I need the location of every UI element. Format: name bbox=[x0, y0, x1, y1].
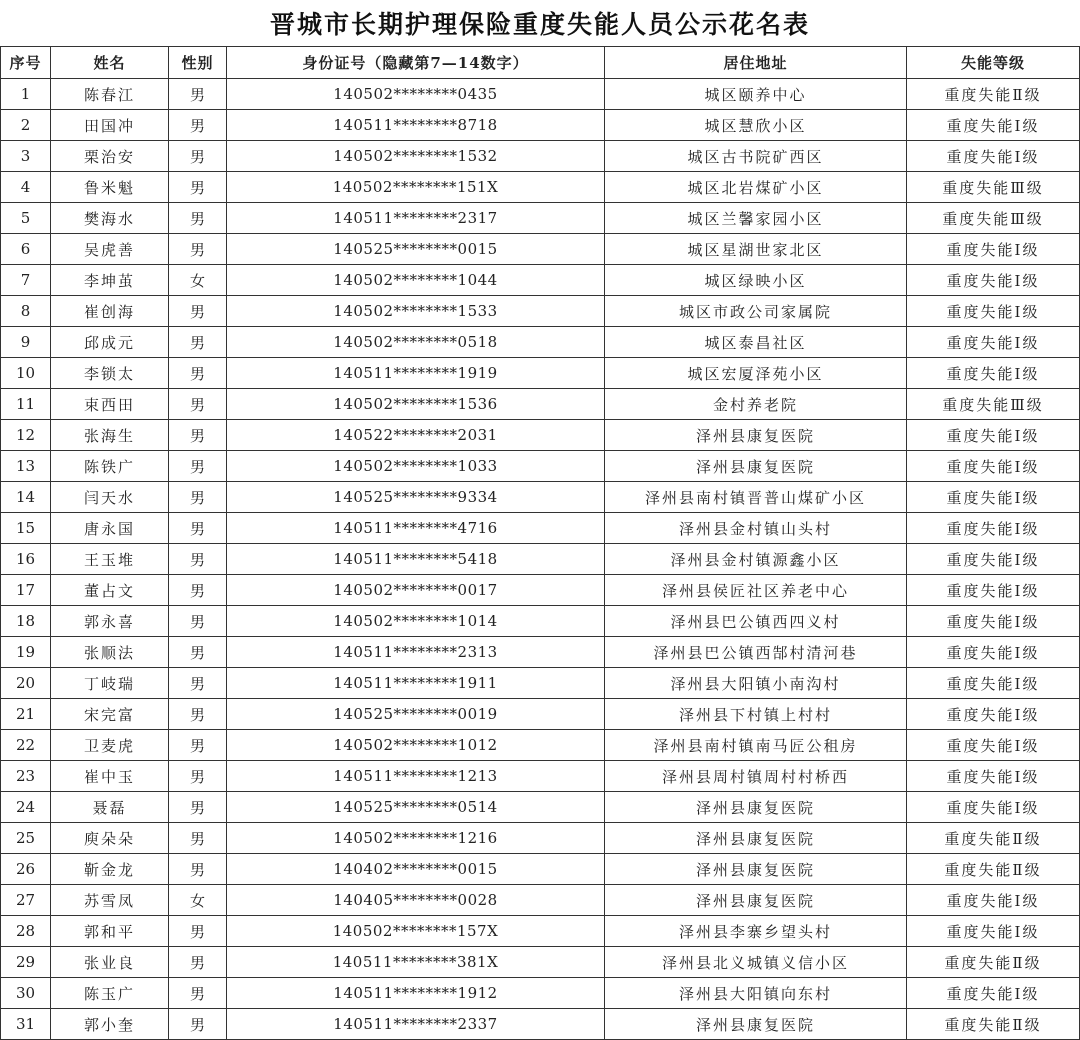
cell-address: 泽州县李寨乡望头村 bbox=[605, 916, 907, 947]
cell-gender: 男 bbox=[169, 947, 227, 978]
cell-address: 泽州县康复医院 bbox=[605, 792, 907, 823]
cell-index: 14 bbox=[1, 482, 51, 513]
cell-id-number: 140502********1014 bbox=[227, 606, 605, 637]
table-row bbox=[1, 327, 1080, 358]
cell-address: 泽州县金村镇山头村 bbox=[605, 513, 907, 544]
cell-name: 丁岐瑞 bbox=[51, 668, 169, 699]
cell-gender: 男 bbox=[169, 761, 227, 792]
table-body bbox=[1, 79, 1080, 1040]
cell-disability-level: 重度失能Ⅱ级 bbox=[907, 823, 1080, 854]
cell-id-number: 140511********5418 bbox=[227, 544, 605, 575]
cell-index: 19 bbox=[1, 637, 51, 668]
table-row bbox=[1, 885, 1080, 916]
cell-address: 泽州县康复医院 bbox=[605, 451, 907, 482]
table-row bbox=[1, 296, 1080, 327]
cell-id-number: 140402********0015 bbox=[227, 854, 605, 885]
cell-id-number: 140502********1012 bbox=[227, 730, 605, 761]
cell-index: 7 bbox=[1, 265, 51, 296]
cell-name: 郭小奎 bbox=[51, 1009, 169, 1040]
cell-id-number: 140502********0017 bbox=[227, 575, 605, 606]
cell-id-number: 140502********1533 bbox=[227, 296, 605, 327]
cell-index: 9 bbox=[1, 327, 51, 358]
cell-gender: 男 bbox=[169, 978, 227, 1009]
cell-gender: 男 bbox=[169, 792, 227, 823]
cell-id-number: 140511********1213 bbox=[227, 761, 605, 792]
cell-disability-level: 重度失能Ⅰ级 bbox=[907, 668, 1080, 699]
table-row bbox=[1, 668, 1080, 699]
cell-address: 泽州县康复医院 bbox=[605, 1009, 907, 1040]
cell-disability-level: 重度失能Ⅰ级 bbox=[907, 606, 1080, 637]
cell-disability-level: 重度失能Ⅱ级 bbox=[907, 1009, 1080, 1040]
table-row bbox=[1, 978, 1080, 1009]
cell-address: 泽州县康复医院 bbox=[605, 420, 907, 451]
cell-address: 泽州县康复医院 bbox=[605, 885, 907, 916]
cell-gender: 男 bbox=[169, 730, 227, 761]
cell-name: 郭和平 bbox=[51, 916, 169, 947]
cell-name: 崔中玉 bbox=[51, 761, 169, 792]
cell-index: 24 bbox=[1, 792, 51, 823]
table-row bbox=[1, 761, 1080, 792]
cell-address: 城区绿映小区 bbox=[605, 265, 907, 296]
cell-index: 20 bbox=[1, 668, 51, 699]
cell-name: 宋完富 bbox=[51, 699, 169, 730]
cell-address: 泽州县周村镇周村村桥西 bbox=[605, 761, 907, 792]
column-header-id-number: 身份证号（隐藏第7—14数字） bbox=[227, 47, 605, 79]
cell-id-number: 140525********0019 bbox=[227, 699, 605, 730]
cell-index: 13 bbox=[1, 451, 51, 482]
cell-name: 郭永喜 bbox=[51, 606, 169, 637]
cell-disability-level: 重度失能Ⅰ级 bbox=[907, 978, 1080, 1009]
cell-address: 城区慧欣小区 bbox=[605, 110, 907, 141]
cell-id-number: 140502********1044 bbox=[227, 265, 605, 296]
cell-name: 张顺法 bbox=[51, 637, 169, 668]
cell-address: 城区星湖世家北区 bbox=[605, 234, 907, 265]
cell-disability-level: 重度失能Ⅰ级 bbox=[907, 296, 1080, 327]
cell-id-number: 140511********2337 bbox=[227, 1009, 605, 1040]
cell-gender: 男 bbox=[169, 482, 227, 513]
cell-name: 靳金龙 bbox=[51, 854, 169, 885]
cell-id-number: 140502********151X bbox=[227, 172, 605, 203]
cell-index: 22 bbox=[1, 730, 51, 761]
cell-id-number: 140525********0015 bbox=[227, 234, 605, 265]
table-row bbox=[1, 141, 1080, 172]
cell-id-number: 140405********0028 bbox=[227, 885, 605, 916]
cell-disability-level: 重度失能Ⅰ级 bbox=[907, 451, 1080, 482]
cell-disability-level: 重度失能Ⅰ级 bbox=[907, 761, 1080, 792]
table-row bbox=[1, 792, 1080, 823]
cell-name: 栗治安 bbox=[51, 141, 169, 172]
cell-index: 25 bbox=[1, 823, 51, 854]
cell-name: 苏雪凤 bbox=[51, 885, 169, 916]
cell-index: 16 bbox=[1, 544, 51, 575]
cell-name: 闫天水 bbox=[51, 482, 169, 513]
cell-disability-level: 重度失能Ⅱ级 bbox=[907, 79, 1080, 110]
cell-gender: 男 bbox=[169, 141, 227, 172]
table-row bbox=[1, 172, 1080, 203]
cell-disability-level: 重度失能Ⅰ级 bbox=[907, 575, 1080, 606]
table-row bbox=[1, 389, 1080, 420]
cell-index: 29 bbox=[1, 947, 51, 978]
cell-address: 泽州县侯匠社区养老中心 bbox=[605, 575, 907, 606]
cell-index: 17 bbox=[1, 575, 51, 606]
cell-disability-level: 重度失能Ⅰ级 bbox=[907, 327, 1080, 358]
cell-index: 3 bbox=[1, 141, 51, 172]
cell-address: 泽州县大阳镇向东村 bbox=[605, 978, 907, 1009]
cell-name: 卫麦虎 bbox=[51, 730, 169, 761]
column-header-disability-level: 失能等级 bbox=[907, 47, 1080, 79]
cell-address: 泽州县下村镇上村村 bbox=[605, 699, 907, 730]
table-row bbox=[1, 823, 1080, 854]
cell-address: 城区宏厦泽苑小区 bbox=[605, 358, 907, 389]
table-row bbox=[1, 265, 1080, 296]
cell-index: 21 bbox=[1, 699, 51, 730]
column-header-index: 序号 bbox=[1, 47, 51, 79]
cell-gender: 男 bbox=[169, 79, 227, 110]
cell-address: 城区北岩煤矿小区 bbox=[605, 172, 907, 203]
cell-gender: 男 bbox=[169, 916, 227, 947]
cell-name: 唐永国 bbox=[51, 513, 169, 544]
cell-id-number: 140502********0435 bbox=[227, 79, 605, 110]
table-row bbox=[1, 79, 1080, 110]
cell-gender: 男 bbox=[169, 823, 227, 854]
cell-id-number: 140502********1033 bbox=[227, 451, 605, 482]
cell-gender: 男 bbox=[169, 327, 227, 358]
table-row bbox=[1, 110, 1080, 141]
cell-disability-level: 重度失能Ⅲ级 bbox=[907, 389, 1080, 420]
cell-address: 泽州县巴公镇西郜村清河巷 bbox=[605, 637, 907, 668]
cell-id-number: 140511********1912 bbox=[227, 978, 605, 1009]
cell-gender: 男 bbox=[169, 854, 227, 885]
cell-gender: 男 bbox=[169, 544, 227, 575]
table-row bbox=[1, 513, 1080, 544]
table-row bbox=[1, 606, 1080, 637]
cell-name: 张海生 bbox=[51, 420, 169, 451]
cell-disability-level: 重度失能Ⅰ级 bbox=[907, 265, 1080, 296]
cell-index: 15 bbox=[1, 513, 51, 544]
cell-name: 吴虎善 bbox=[51, 234, 169, 265]
cell-index: 23 bbox=[1, 761, 51, 792]
cell-gender: 男 bbox=[169, 234, 227, 265]
cell-id-number: 140511********2317 bbox=[227, 203, 605, 234]
cell-name: 李锁太 bbox=[51, 358, 169, 389]
cell-disability-level: 重度失能Ⅱ级 bbox=[907, 854, 1080, 885]
table-row bbox=[1, 234, 1080, 265]
cell-gender: 男 bbox=[169, 606, 227, 637]
cell-gender: 男 bbox=[169, 451, 227, 482]
cell-disability-level: 重度失能Ⅰ级 bbox=[907, 885, 1080, 916]
table-row bbox=[1, 730, 1080, 761]
cell-gender: 男 bbox=[169, 358, 227, 389]
cell-name: 李坤茧 bbox=[51, 265, 169, 296]
page-title: 晋城市长期护理保险重度失能人员公示花名表 bbox=[269, 10, 810, 39]
cell-index: 8 bbox=[1, 296, 51, 327]
roster-table bbox=[0, 46, 1080, 1040]
cell-address: 泽州县金村镇源鑫小区 bbox=[605, 544, 907, 575]
table-row bbox=[1, 420, 1080, 451]
cell-disability-level: 重度失能Ⅰ级 bbox=[907, 141, 1080, 172]
cell-gender: 男 bbox=[169, 203, 227, 234]
cell-gender: 男 bbox=[169, 637, 227, 668]
cell-id-number: 140511********381X bbox=[227, 947, 605, 978]
cell-address: 城区颐养中心 bbox=[605, 79, 907, 110]
table-row bbox=[1, 358, 1080, 389]
cell-id-number: 140502********1532 bbox=[227, 141, 605, 172]
column-header-name: 姓名 bbox=[51, 47, 169, 79]
cell-name: 庾朵朵 bbox=[51, 823, 169, 854]
cell-index: 30 bbox=[1, 978, 51, 1009]
cell-name: 束西田 bbox=[51, 389, 169, 420]
cell-index: 4 bbox=[1, 172, 51, 203]
cell-name: 鲁米魁 bbox=[51, 172, 169, 203]
cell-address: 城区市政公司家属院 bbox=[605, 296, 907, 327]
cell-name: 崔创海 bbox=[51, 296, 169, 327]
cell-disability-level: 重度失能Ⅲ级 bbox=[907, 172, 1080, 203]
cell-gender: 男 bbox=[169, 296, 227, 327]
cell-name: 王玉堆 bbox=[51, 544, 169, 575]
cell-name: 陈玉广 bbox=[51, 978, 169, 1009]
cell-index: 27 bbox=[1, 885, 51, 916]
cell-gender: 男 bbox=[169, 172, 227, 203]
cell-name: 邱成元 bbox=[51, 327, 169, 358]
cell-id-number: 140502********1536 bbox=[227, 389, 605, 420]
cell-index: 11 bbox=[1, 389, 51, 420]
cell-disability-level: 重度失能Ⅰ级 bbox=[907, 916, 1080, 947]
cell-gender: 男 bbox=[169, 575, 227, 606]
table-row bbox=[1, 699, 1080, 730]
cell-id-number: 140525********0514 bbox=[227, 792, 605, 823]
column-header-address: 居住地址 bbox=[605, 47, 907, 79]
cell-gender: 男 bbox=[169, 420, 227, 451]
cell-disability-level: 重度失能Ⅰ级 bbox=[907, 699, 1080, 730]
cell-index: 31 bbox=[1, 1009, 51, 1040]
cell-disability-level: 重度失能Ⅰ级 bbox=[907, 792, 1080, 823]
cell-id-number: 140502********0518 bbox=[227, 327, 605, 358]
cell-index: 26 bbox=[1, 854, 51, 885]
cell-id-number: 140511********8718 bbox=[227, 110, 605, 141]
cell-name: 田国冲 bbox=[51, 110, 169, 141]
cell-id-number: 140511********1911 bbox=[227, 668, 605, 699]
cell-index: 28 bbox=[1, 916, 51, 947]
cell-id-number: 140502********1216 bbox=[227, 823, 605, 854]
cell-index: 10 bbox=[1, 358, 51, 389]
table-row bbox=[1, 482, 1080, 513]
table-header-row bbox=[1, 47, 1080, 79]
cell-name: 樊海水 bbox=[51, 203, 169, 234]
cell-gender: 女 bbox=[169, 885, 227, 916]
cell-name: 董占文 bbox=[51, 575, 169, 606]
cell-id-number: 140522********2031 bbox=[227, 420, 605, 451]
cell-name: 陈春江 bbox=[51, 79, 169, 110]
cell-disability-level: 重度失能Ⅰ级 bbox=[907, 234, 1080, 265]
cell-disability-level: 重度失能Ⅰ级 bbox=[907, 544, 1080, 575]
cell-gender: 男 bbox=[169, 1009, 227, 1040]
cell-id-number: 140502********157X bbox=[227, 916, 605, 947]
cell-address: 泽州县大阳镇小南沟村 bbox=[605, 668, 907, 699]
cell-address: 泽州县康复医院 bbox=[605, 823, 907, 854]
cell-gender: 女 bbox=[169, 265, 227, 296]
table-row bbox=[1, 947, 1080, 978]
table-row bbox=[1, 544, 1080, 575]
cell-address: 城区兰馨家园小区 bbox=[605, 203, 907, 234]
cell-gender: 男 bbox=[169, 389, 227, 420]
cell-disability-level: 重度失能Ⅲ级 bbox=[907, 203, 1080, 234]
cell-gender: 男 bbox=[169, 668, 227, 699]
cell-index: 5 bbox=[1, 203, 51, 234]
table-row bbox=[1, 451, 1080, 482]
cell-disability-level: 重度失能Ⅰ级 bbox=[907, 513, 1080, 544]
cell-name: 聂磊 bbox=[51, 792, 169, 823]
cell-address: 泽州县康复医院 bbox=[605, 854, 907, 885]
column-header-gender: 性别 bbox=[169, 47, 227, 79]
cell-id-number: 140511********4716 bbox=[227, 513, 605, 544]
cell-disability-level: 重度失能Ⅰ级 bbox=[907, 110, 1080, 141]
cell-disability-level: 重度失能Ⅰ级 bbox=[907, 637, 1080, 668]
cell-index: 6 bbox=[1, 234, 51, 265]
cell-gender: 男 bbox=[169, 513, 227, 544]
cell-disability-level: 重度失能Ⅰ级 bbox=[907, 482, 1080, 513]
cell-address: 城区泰昌社区 bbox=[605, 327, 907, 358]
cell-address: 泽州县巴公镇西四义村 bbox=[605, 606, 907, 637]
cell-gender: 男 bbox=[169, 110, 227, 141]
cell-index: 1 bbox=[1, 79, 51, 110]
cell-index: 2 bbox=[1, 110, 51, 141]
cell-disability-level: 重度失能Ⅱ级 bbox=[907, 947, 1080, 978]
cell-address: 城区古书院矿西区 bbox=[605, 141, 907, 172]
table-row bbox=[1, 575, 1080, 606]
cell-address: 泽州县南村镇南马匠公租房 bbox=[605, 730, 907, 761]
cell-index: 12 bbox=[1, 420, 51, 451]
cell-disability-level: 重度失能Ⅰ级 bbox=[907, 420, 1080, 451]
table-row bbox=[1, 203, 1080, 234]
cell-address: 金村养老院 bbox=[605, 389, 907, 420]
cell-disability-level: 重度失能Ⅰ级 bbox=[907, 730, 1080, 761]
cell-address: 泽州县南村镇晋普山煤矿小区 bbox=[605, 482, 907, 513]
cell-id-number: 140525********9334 bbox=[227, 482, 605, 513]
cell-gender: 男 bbox=[169, 699, 227, 730]
cell-index: 18 bbox=[1, 606, 51, 637]
cell-name: 张业良 bbox=[51, 947, 169, 978]
cell-id-number: 140511********2313 bbox=[227, 637, 605, 668]
table-row bbox=[1, 637, 1080, 668]
table-row bbox=[1, 854, 1080, 885]
cell-address: 泽州县北义城镇义信小区 bbox=[605, 947, 907, 978]
table-row bbox=[1, 916, 1080, 947]
cell-disability-level: 重度失能Ⅰ级 bbox=[907, 358, 1080, 389]
cell-id-number: 140511********1919 bbox=[227, 358, 605, 389]
cell-name: 陈铁广 bbox=[51, 451, 169, 482]
